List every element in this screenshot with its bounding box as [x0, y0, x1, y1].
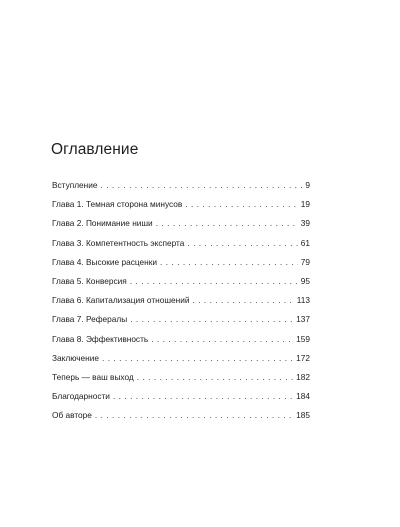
toc-entry-label: Благодарности — [52, 391, 110, 402]
table-of-contents — [52, 176, 310, 425]
dot-leader — [102, 349, 293, 368]
toc-page-number: 9 — [305, 180, 310, 190]
dot-leader — [151, 330, 293, 349]
toc-entry-label: Глава 2. Понимание ниши — [52, 218, 153, 229]
toc-entry-label: Глава 6. Капитализация отношений — [52, 295, 190, 306]
toc-entry-chapter-1 — [52, 195, 310, 214]
toc-entry-conclusion — [52, 349, 310, 368]
toc-entry-label: Об авторе — [52, 410, 92, 421]
dot-leader — [192, 291, 293, 310]
toc-entry-chapter-5 — [52, 272, 310, 291]
toc-entry-label: Вступление — [52, 180, 98, 190]
dot-leader — [113, 387, 293, 406]
toc-entry-your-turn — [52, 368, 310, 387]
toc-entry-about-author — [52, 406, 310, 425]
dot-leader — [101, 176, 303, 195]
dot-leader — [185, 195, 297, 214]
toc-entry-introduction — [52, 176, 310, 195]
toc-entry-chapter-4 — [52, 253, 310, 272]
toc-page-number: 137 — [296, 314, 310, 325]
toc-page-number: 185 — [296, 410, 310, 421]
toc-page-number: 113 — [296, 295, 310, 306]
toc-entry-label: Заключение — [52, 352, 99, 363]
toc-entry-chapter-6 — [52, 291, 310, 310]
toc-page-number: 19 — [300, 199, 310, 210]
toc-entry-label: Глава 8. Эффективность — [52, 333, 149, 344]
dot-leader — [160, 253, 298, 272]
toc-entry-label: Теперь — ваш выход — [52, 371, 134, 382]
dot-leader — [130, 272, 298, 291]
toc-page-number: 95 — [300, 275, 310, 286]
toc-page-number: 61 — [300, 237, 310, 248]
toc-page-number: 39 — [300, 218, 310, 229]
dot-leader — [187, 234, 297, 253]
toc-entry-label: Глава 3. Компетентность эксперта — [52, 237, 185, 248]
toc-page-number: 182 — [296, 371, 310, 382]
toc-page-number: 184 — [296, 391, 310, 402]
dot-leader — [156, 214, 298, 233]
toc-entry-chapter-3 — [52, 234, 310, 253]
toc-entry-label: Глава 4. Высокие расценки — [52, 256, 157, 267]
dot-leader — [130, 310, 293, 329]
toc-entry-chapter-8 — [52, 330, 310, 349]
toc-entry-label: Глава 5. Конверсия — [52, 275, 127, 286]
toc-entry-chapter-2 — [52, 214, 310, 233]
toc-page-number: 79 — [300, 256, 310, 267]
toc-entry-label: Глава 1. Темная сторона минусов — [52, 199, 183, 210]
toc-page-number: 159 — [296, 333, 310, 344]
page-title: Оглавление — [51, 141, 139, 158]
toc-entry-label: Глава 7. Рефералы — [52, 314, 128, 325]
toc-entry-acknowledgements — [52, 387, 310, 406]
dot-leader — [95, 406, 293, 425]
dot-leader — [137, 368, 293, 387]
toc-page-number: 172 — [296, 352, 310, 363]
toc-entry-chapter-7 — [52, 310, 310, 329]
